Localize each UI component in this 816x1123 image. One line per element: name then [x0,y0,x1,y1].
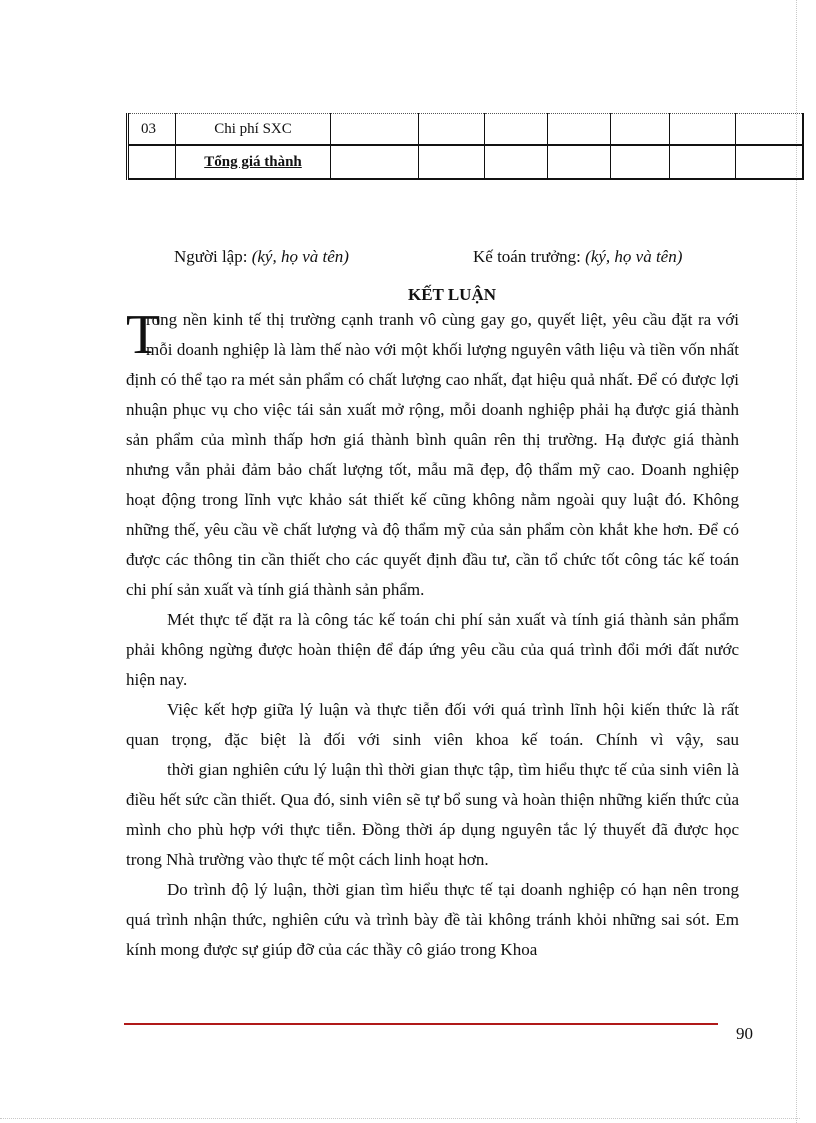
chief-accountant-note: (ký, họ và tên) [585,247,683,266]
table-cell [548,145,611,179]
chief-accountant-signature [473,247,682,267]
table-cell [736,114,803,146]
table-cell [419,145,485,179]
row-name: Chi phí SXC [176,114,331,146]
table-cell [485,114,548,146]
table-cell [331,114,419,146]
table-cell [670,145,736,179]
table-cell [670,114,736,146]
red-underline [124,1023,718,1025]
table-cell [611,114,670,146]
table-row [128,145,803,179]
table-cell [548,114,611,146]
table-cell [611,145,670,179]
paragraph-4: Do trình độ lý luận, thời gian tìm hiểu thực tế tại doanh nghiệp có hạn nên trong quá trình nhận thức, nghiên cứu và trình bày đề tài không tránh khỏi những sai sót. Em kính mong được sự giúp đỡ của các thầy cô giáo trong Khoa [126,880,739,959]
cost-table [126,113,804,180]
table-cell [485,145,548,179]
table-cell [736,145,803,179]
preparer-signature [174,247,349,267]
preparer-note: (ký, họ và tên) [251,247,349,266]
section-heading: KẾT LUẬN [407,285,496,304]
chief-accountant-label: Kế toán trưởng: [473,247,581,266]
table-cell [331,145,419,179]
preparer-label: Người lập: [174,247,248,266]
table-cell [419,114,485,146]
row-name-total: Tổng giá thành [176,145,331,179]
row-index [128,145,176,179]
drop-cap: T [126,304,161,366]
paragraph-3a: Việc kết hợp giữa lý luận và thực tiễn đối với quá trình lĩnh hội kiến thức là rất quan trọng, đặc biệt là đối với sinh viên khoa kế toán. Chính vì vậy, sau [126,700,739,749]
paragraph-1 [126,305,739,605]
paragraph-2: Mét thực tế đặt ra là công tác kế toán chi phí sản xuất và tính giá thành sản phẩm phải không ngừng được hoàn thiện để đáp ứng yêu cầu của quá trình đổi mới đất nước hiện nay. [126,610,739,689]
row-index: 03 [128,114,176,146]
paragraph-3b: thời gian nghiên cứu lý luận thì thời gian thực tập, tìm hiểu thực tế của sinh viên là điều hết sức cần thiết. Qua đó, sinh viên sẽ tự bổ sung và hoàn thiện những kiến thức của mình cho phù hợp với thực tiễn. Đồng thời áp dụng nguyên tắc lý thuyết đã được học trong Nhà trường vào thực tế một cách linh hoạt hơn. [126,760,739,869]
page-number: 90 [736,1024,753,1043]
margin-guide-bottom [0,1118,800,1119]
conclusion-body [126,305,739,965]
table-row [128,114,803,146]
paragraph-1-text: rong nền kinh tế thị trường cạnh tranh vô cùng gay go, quyết liệt, yêu cầu đặt ra với mỗi doanh nghiệp là làm thế nào với một khối lượng nguyên vâth liệu và tiền vốn nhất định có thể tạo ra mét sản phẩm có chất lượng cao nhất, đạt hiệu quả nhất. Để có được lợi nhuận phục vụ cho việc tái sản xuất mở rộng, mỗi doanh nghiệp phải hạ được giá thành sản phẩm của mình thấp hơn giá thành bình quân rên thị trường. Hạ được giá thành nhưng vẫn phải đảm bảo chất lượng tốt, mẫu mã đẹp, độ thẩm mỹ cao. Doanh nghiệp hoạt động trong lĩnh vực khảo sát thiết kế cũng không nằm ngoài quy luật đó. Không những thế, yêu cầu về chất lượng và độ thẩm mỹ của sản phẩm còn khắt khe hơn. Để có được các thông tin cần thiết cho các quyết định đầu tư, cần tổ chức tốt công tác kế toán chi phí sản xuất và tính giá thành sản phẩm. [126,310,739,599]
